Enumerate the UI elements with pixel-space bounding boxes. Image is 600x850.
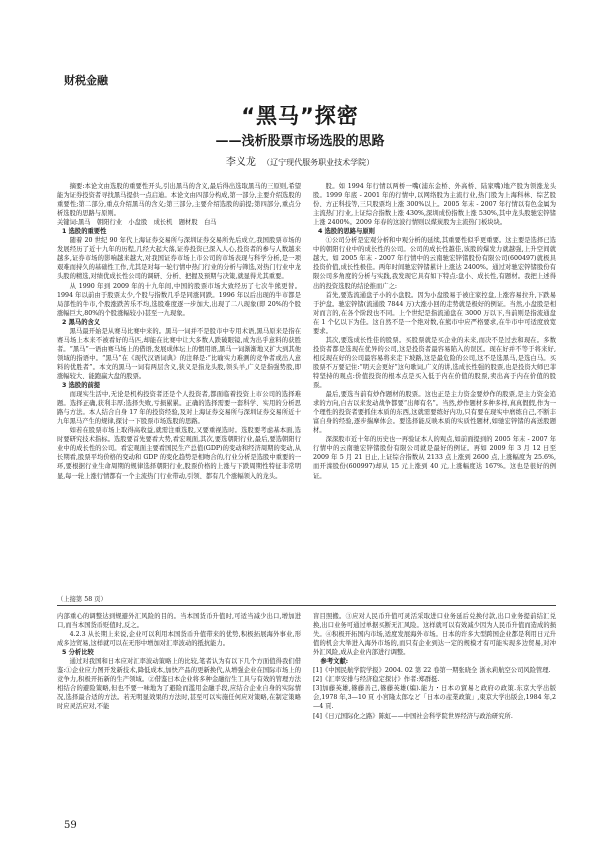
body-paragraph: 随着 20 世纪 90 年代上海证券交易所与深圳证券交易所先后成立,我国股票市场的发展经历了近十九年的历程,几经大起大落,证券投资已深入人心,投资者的参与人数越来越多,证券市场的影响越来越大,对我国证券市场上市公司的市场表现与科学分析,是一项艰难而持久的基础性工作,尤其是对每一轮行情中热门行业的分析与筛选,对热门行业中龙头股的精选,对绩优成长性公司的调研、分析、把握及预期与决策,就显得尤其重要。 [57, 237, 301, 281]
reference-item: [2]《汇率安排与经济稳定探讨》作者:郑群挺. [313, 676, 440, 684]
abstract: 摘要:本论文由选股的重要性开头,引出黑马的含义,最后得出选取黑马的三原则,希望能为证券投资者寻找黑马提供一点启迪。本论文由四部分构成,第一部分,主要介绍选股的重要性;第二部分,重点介绍黑马的含义;第三部分,主要介绍选股的前提;第四部分,重点分析选股的思路与原则。 [57, 183, 301, 218]
body-paragraph: 如若在股票市场上取得高收益,就需注重选股,又要重视选时。选股要考虑基本面,选时要研究技术指标。选股要首先要看大势,看宏观面,其次,要选朝阳行业,最后,要选朝阳行业中的成长性的公司。看宏观面主要看国民生产总值(GDP)的变动和经济周期的变动,从长期看,股票平均价格的变动和 GDP 的变化趋势是相吻合的,行业分析是选股中重要的一环,要根据行业生命周期的规律选择朝阳行业,股票价格的上涨与下跌周期性特征非常明显,每一轮上涨行情都有一个主流热门行业带动,引领、都有几个涨幅领入的龙头。 [57, 427, 301, 480]
left-bottom-body [57, 612, 301, 712]
body-paragraph: 而现实生活中,无论是机构投资者还是个人投资者,都面临着投资上市公司的选择难题。选择正确,获利丰厚;选择失败,亏损累累。正确的选择需要一套科学、实用的分析思路与方法。本人结合自身 17 年的投资经验,及对上海证券交易所与深圳证券交易所近十九年黑马产生的规律,探讨一下股票市场选股的思路。 [57, 391, 301, 426]
body-paragraph: 最后,要选当前有炒作题材的股票。这也正是主力资金要炒作的股票,是主力资金追求的方向,自古以来发动战争都要“出师有名”。当然,炒作题材多种多样,真真假假,作为一个理性的投资者要抓住本质的东西,这就需要练好内功,只有要在现实中磨练自己,不断丰富自身的经验,逐步揣摩体会。要选择能反映本质的实质性题材,如驰宏锌锗的高送股题材。 [313, 391, 556, 435]
page-number: 59 [64, 820, 77, 831]
body-paragraph: 通过对我国和日本应对汇率波动策略上的比较,笔者认为有以下几个方面值得我们借鉴:①企业应力图开发新技术,降低成本,加快产品的更新换代,从增强企业在国际市场上的竞争力,积极开拓新的生产领域。②借鉴日本企业将多种金融衍生工具与有效的管理方法相结合的避险策略,但也不要一味地为了避险而滥用金融手段,应结合企业自身的实际情况,选择最合适的方法。若无明显效果的方法时,甚至可以实施任何应对策略,在制定策略时应灵活应对,不能 [57, 658, 301, 711]
article-divider [57, 605, 556, 606]
section-heading: 2 黑马的含义 [62, 318, 101, 326]
right-column-top [313, 182, 556, 607]
body-paragraph: 4.2.3 从长期上来说,企业可以利用本国货币升值带来的优势,积极拓展海外事业,形成多边贸易,这样就可以在无形中增加对汇率波动的抵抗能力。 [57, 631, 301, 648]
left-column-top [57, 182, 301, 594]
section-heading: 5 分析比较 [62, 649, 94, 657]
body-paragraph: 黑马最开始是从赛马比赛中来的。黑马一词并不是股市中专用术语,黑马原来是指在赛马场上本来不被看好的马匹,却能在比赛中让大多数人跌破眼镜,成为出乎意料的获胜者。“黑马”一语由赛马场上的借语,发展成体坛上的惯用语,黑马一词渐渐地又扩大到其他领域的指语中。“黑马”在《现代汉语词典》的注释是:“比喻实力难测的竞争者或出人意料的优胜者”。本文的黑马一词有两层含义,狭义是指龙头股,领头羊,广义是指强势股,即涨幅较大、能跑赢大盘的股票。 [57, 327, 301, 380]
body-paragraph: 从 1990 年到 2009 年的十九年间,中国的股票市场大致经历了七次牛熊更替。1994 年以前由于股票太少,个股与指数几乎是同涨同跌。1996 年以后出现的牛市都是局部性的牛市,个股涨跌苦乐不均,选股难度逐一步加大,出现了二八现象(即 20%的个股涨幅巨大,80%的个股涨幅较小)甚至一九现象。 [57, 282, 301, 317]
body-paragraph: 其次,要选成长性佳的股票。买股票就是买企业的未来,而决不是过去和现在。多数投资者都是选现在优异的公司,这是投资者最容易陷入的误区。现在好并不等于将来好,相反现在好的公司最容易将来走下坡路,这是最危险的公司,这不是选黑马,是选白马。买股票不万要记住:“明天会更好”这句歌词,广义的讲,选成长性强的股票,也是投资大师巴菲特坚持的观点:价值投资的根本点是买入低于内在价值的股票,卖出高于内在价值的股票。 [313, 336, 556, 390]
references-heading: 参考文献: [320, 658, 349, 666]
author-affiliation: （辽宁现代服务职业技术学院） [262, 158, 375, 167]
author-name: 李义龙 [225, 157, 256, 168]
right-top-body [313, 182, 556, 481]
reference-item: [1]《中国民航学院学报》2004. 02 第 22 卷第一期张晓全 浙永莉航空公司风险管理. [313, 667, 551, 675]
left-column-bottom [57, 612, 301, 812]
byline [0, 153, 600, 168]
continued-note: （上接第 58 页） [57, 596, 107, 603]
section-tag: 财税金融 [64, 74, 108, 87]
article-subtitle: ——浅析股票市场选股的思路 [215, 134, 385, 149]
body-paragraph: 盲目照搬。③应对人民币升值可灵活采取进口业务延后兑换付款,出口业务提前结汇兑换,出口业务可通过单据买断无汇风险。这样就可以有效减少因为人民币升值而造成的损失。④积极开拓国内市场,适度发展海外市场。日本的许多大型跨国企业都是利用日元升值的机会大举进入海外市场的,而只有企业到达一定的规模才有可能实现多边贸易,对冲外汇风险,成从企业内部进行调整。 [313, 613, 556, 657]
section-heading: 4 选股的思路与原则 [318, 228, 375, 236]
section-heading: 1 选股的重要性 [62, 228, 107, 236]
right-bottom-body [313, 612, 556, 721]
section-heading: 3 选股的前提 [62, 382, 101, 390]
body-paragraph: ①公司分析是宏观分析和中观分析的延续,其重要性似乎更重要。这主要是选择已选中的朝阳行业中的成长性的公司。公司的成长性越佳,该股的爆发力就越强,上升空间就越大。如 2005 年末 - 2007 年行情中的云南驰宏锌锗股份有限公司(600497)就极具投资价值,成长性极佳。两年时间驰宏锌锗累计上涨达 2400%。通过对驰宏锌锗股份有限公司多角度的分析与实践,我发现它具有如下特点:盘小、成长性,有题材。我把上述得出的投资选股的结论推而广之: [313, 237, 556, 290]
article-title: “黑马”探密 [241, 104, 359, 128]
body-paragraph: 内部重心的调整达到规避外汇风险的目的。当本国货币升值时,可适当减少出口,增加进口,而当本国货币贬值时,反之。 [57, 613, 301, 630]
right-column-bottom [313, 612, 556, 812]
keywords: 关键词:黑马 朝阳行业 小盘股 成长机 题材股 白马 [57, 219, 217, 227]
body-paragraph: 首先,要选流通盘子小的小盘股。因为小盘股易于被庄家控盘,上涨容易拉升,下跌易于护盘。驰宏锌锗(流通股 7844 万)大涨小回的走势就是极好的例证。当然,小盘股是相对而言的,在各个阶段也不同。上个世纪是指流通盘在 3000 万以下,当前则是指流通盘在 1 个亿以下为佳。这自然不是一个绝对数,在熊市中应严格要求,在牛市中可适度放宽要求。 [313, 291, 556, 335]
left-top-body [57, 227, 301, 480]
body-paragraph: 股。如 1994 年行情以两桥一嘴(浦东金桥、外高桥、陆家嘴)地产股为领涨龙头股。1999 年底 - 2001 年的行情中,以网络股为主流行业,热门股为上海科林、综艺股份、方正科技等,三只股票均上涨 300%以上。2005 年末 - 2007 年行情以有色金属为主流热门行业,上证综合指数上涨 430%,深圳成份指数上涨 530%,其中龙头股驰宏锌锗上涨 2400%。2009 年春的这波行情则以煤炭股为主流热门板块块。 [313, 183, 556, 227]
body-paragraph: 深深股市近十年的历史也一再验证本人的观点,如前面提到的 2005 年末 - 2007 年行情中的云南驰宏锌锗股份有限公司就是最好的例证。再如 2009 年 3 月 12 日至 2009 年 5 月 21 日止,上证综合指数从 2133 点上涨到 2600 点,上涨幅度为 25.6%,而开滦股份(600997)却从 15 元上涨到 40 元,上涨幅度达 167%。这也是很好的例证。 [313, 436, 556, 480]
reference-item: [4]《日元国际化之路》陈虹——中国社会科学院世界经济与政治研究所. [313, 712, 513, 720]
reference-item: [3]加藤英雄,篠藤善己,篠藤英雄(编).能力・日本の貿易と政府の政策.东京大学出版会,1978 年,3—10 頁 小宮隆太郎など「日本の産業政策」,東京大学出版会,1984 年,2—4 頁. [313, 685, 556, 711]
